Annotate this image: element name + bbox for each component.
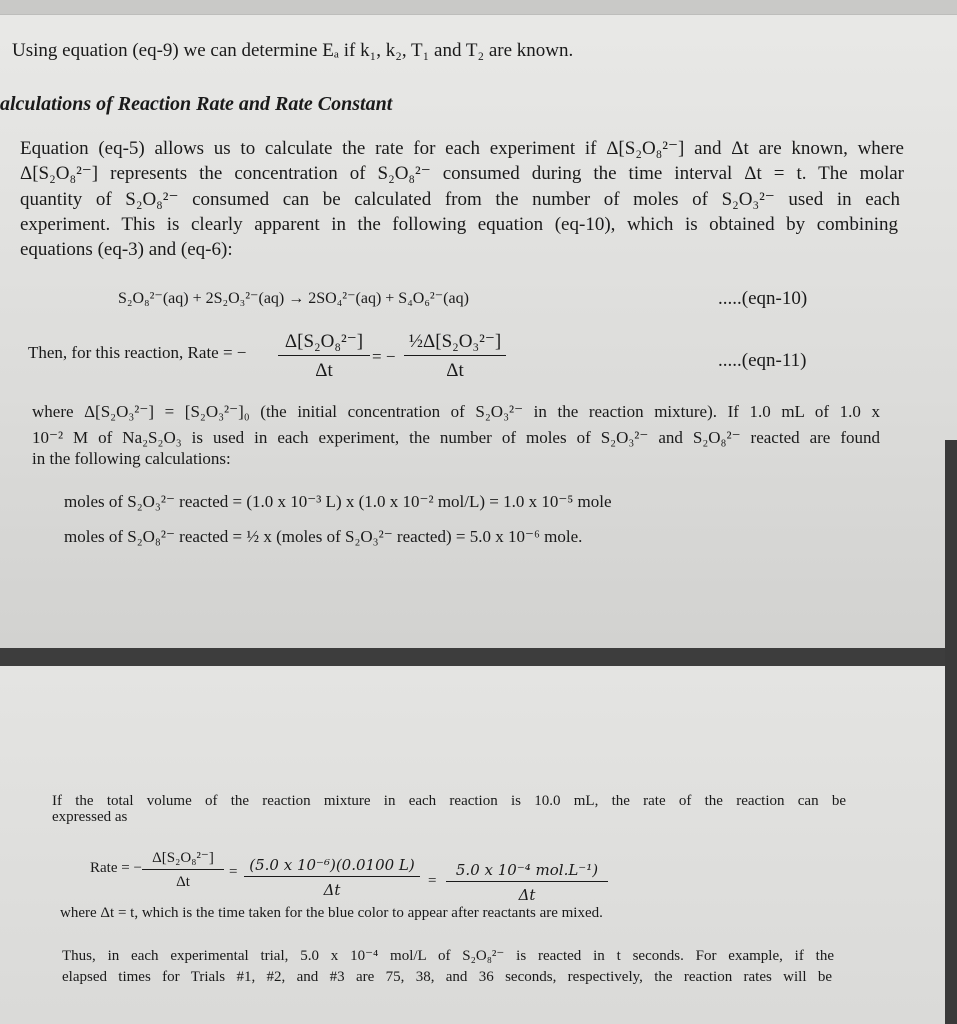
rate-equals-1: = — [229, 864, 238, 880]
para2-line3: in the following calculations: — [32, 449, 231, 468]
section-heading: alculations of Reaction Rate and Rate Constant — [0, 93, 393, 115]
eq11-numerator-2: ½Δ[S₂O₃²⁻] — [404, 330, 506, 356]
rate-prefix: Rate = − — [90, 860, 142, 876]
para3-line2: expressed as — [52, 809, 128, 825]
para1-line1: Equation (eq-5) allows us to calculate the rate for each experiment if Δ[S₂O₈²⁻] and Δt are known, where — [20, 138, 904, 159]
top-edge — [0, 0, 957, 15]
eq11-denominator-1: Δt — [315, 360, 333, 381]
rate-fraction-1 — [142, 848, 224, 891]
para1-line2: Δ[S₂O₈²⁻] represents the concentration of S₂O₈²⁻ consumed during the time interval Δt = t. The molar — [20, 163, 904, 184]
rate-denominator-2: Δt — [323, 881, 341, 899]
right-edge — [945, 440, 957, 1024]
para5-line1: Thus, in each experimental trial, 5.0 x 10⁻⁴ mol/L of S₂O₈²⁻ is reacted in t seconds. For example, if the — [62, 948, 834, 964]
rate-denominator-3: Δt — [518, 886, 536, 904]
calculation-2: moles of S₂O₈²⁻ reacted = ½ x (moles of S₂O₃²⁻ reacted) = 5.0 x 10⁻⁶ mole. — [64, 527, 583, 546]
equation-10: S₂O₈²⁻(aq) + 2S₂O₃²⁻(aq) → 2SO₄²⁻(aq) + S₄O₆²⁻(aq) — [118, 290, 469, 307]
eq11-denominator-2: Δt — [446, 360, 464, 381]
eqn-11-label: .....(eqn-11) — [718, 350, 807, 371]
rate-denominator-1: Δt — [176, 874, 190, 890]
eq11-fraction-2 — [404, 330, 506, 382]
para1-line4: experiment. This is clearly apparent in the following equation (eq-10), which is obtained by combining — [20, 214, 898, 235]
eqn-10-label: .....(eqn-10) — [718, 288, 808, 309]
rate-equals-2: = — [428, 873, 437, 889]
eq11-fraction-1 — [278, 330, 370, 382]
para2-line1: where Δ[S₂O₃²⁻] = [S₂O₃²⁻]₀ (the initial concentration of S₂O₃²⁻ in the reaction mixture). If 1.0 mL of 1.0 x — [32, 402, 880, 421]
rate-numerator-2: (5.0 x 10⁻⁶)(0.0100 L) — [244, 856, 420, 877]
calculation-1: moles of S₂O₃²⁻ reacted = (1.0 x 10⁻³ L) x (1.0 x 10⁻² mol/L) = 1.0 x 10⁻⁵ mole — [64, 492, 612, 511]
para2-line2: 10⁻² M of Na₂S₂O₃ is used in each experiment, the number of moles of S₂O₃²⁻ and S₂O₈²⁻ reacted are found — [32, 428, 880, 447]
eq11-numerator-1: Δ[S₂O₈²⁻] — [278, 330, 370, 356]
para5-line2: elapsed times for Trials #1, #2, and #3 are 75, 38, and 36 seconds, respectively, the reaction rates will be — [62, 969, 832, 985]
para3-line1: If the total volume of the reaction mixture in each reaction is 10.0 mL, the rate of the reaction can be — [52, 793, 846, 809]
intro-line: Using equation (eq-9) we can determine Eₐ if k₁, k₂, T₁ and T₂ are known. — [12, 40, 574, 61]
para1-line3: quantity of S₂O₈²⁻ consumed can be calculated from the number of moles of S₂O₃²⁻ used in each — [20, 189, 900, 210]
rate-fraction-3 — [446, 861, 608, 904]
rate-fraction-2 — [244, 856, 420, 899]
page-divider — [0, 648, 957, 666]
rate-numerator-3: 5.0 x 10⁻⁴ mol.L⁻¹) — [446, 861, 608, 882]
rate-numerator-1: Δ[S₂O₈²⁻] — [142, 848, 224, 870]
para4: where Δt = t, which is the time taken for the blue color to appear after reactants are mixed. — [60, 905, 603, 921]
para1-line5: equations (eq-3) and (eq-6): — [20, 239, 233, 260]
eq11-prefix: Then, for this reaction, Rate = − — [28, 343, 247, 362]
eq11-equals: = − — [372, 347, 396, 366]
